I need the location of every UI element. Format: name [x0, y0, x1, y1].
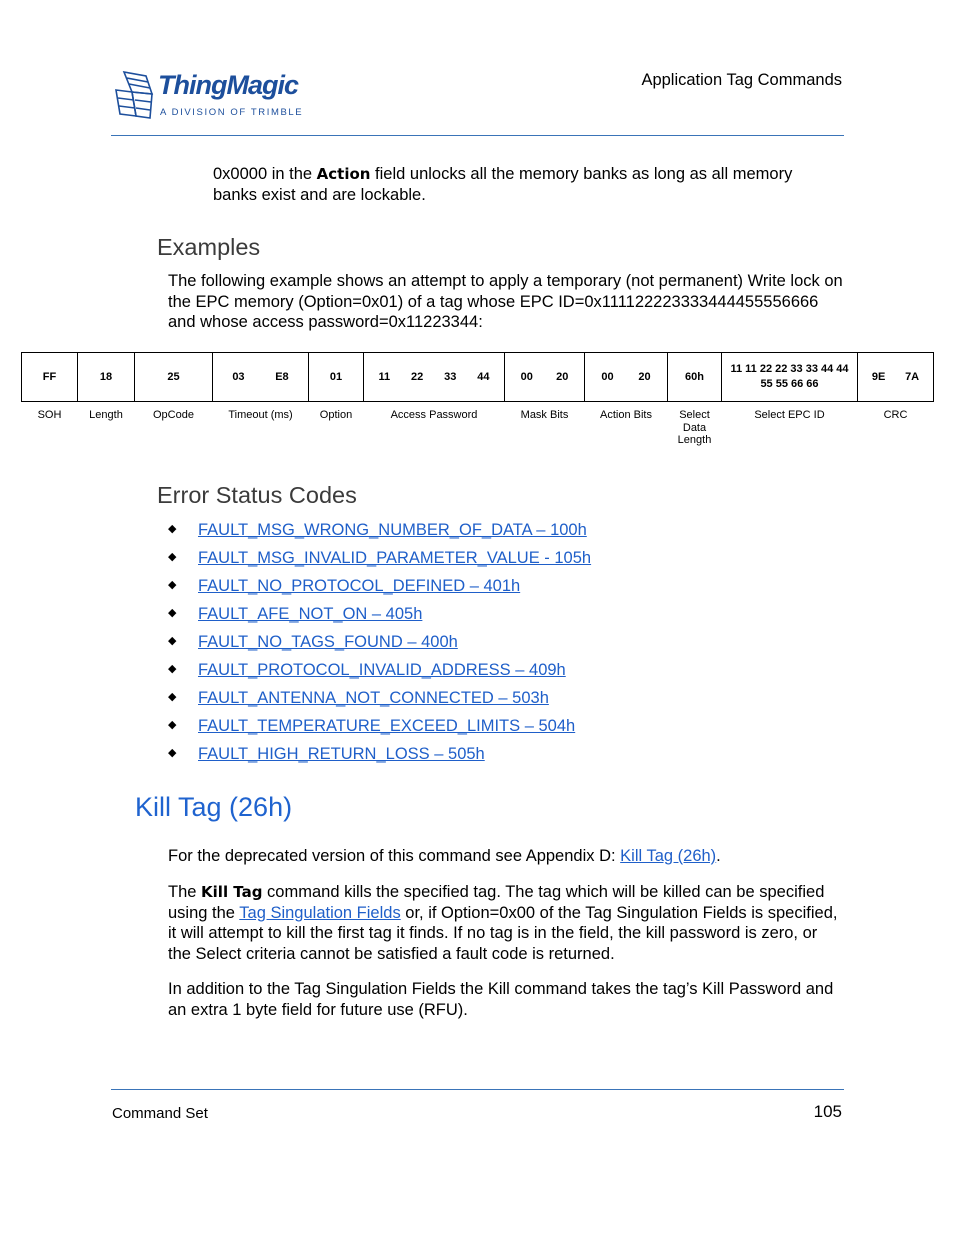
kill-description-paragraph	[168, 882, 844, 964]
header-rule	[111, 135, 844, 136]
value-byte: FF	[42, 371, 57, 383]
list-item	[168, 631, 591, 659]
fault-link[interactable]: FAULT_PROTOCOL_INVALID_ADDRESS – 409h	[198, 661, 566, 679]
kill-p1-end: .	[716, 847, 721, 865]
label-access-password: Access Password	[390, 409, 478, 421]
kill-p1-text: For the deprecated version of this command see Appendix D:	[168, 847, 621, 865]
fault-link[interactable]: FAULT_AFE_NOT_ON – 405h	[198, 605, 423, 623]
tag-singulation-fields-link[interactable]: Tag Singulation Fields	[239, 903, 401, 922]
cell-opcode	[135, 353, 213, 402]
list-item	[168, 547, 591, 575]
cell-soh	[22, 353, 78, 402]
fault-link[interactable]: FAULT_NO_PROTOCOL_DEFINED – 401h	[198, 577, 521, 595]
label-mask-bits: Mask Bits	[520, 409, 569, 421]
value-byte: 11	[378, 371, 391, 383]
kill-password-paragraph: In addition to the Tag Singulation Fields the Kill command takes the tag’s Kill Password and an extra 1 byte field for future use (RFU).	[168, 980, 834, 1019]
diamond-bullet-icon: ◆	[168, 747, 177, 759]
label-select-epc-id: Select EPC ID	[754, 409, 825, 421]
value-byte: 20	[638, 371, 651, 383]
logo-cube-icon	[112, 68, 158, 124]
cell-option	[309, 353, 364, 402]
diamond-bullet-icon: ◆	[168, 691, 177, 703]
fault-link[interactable]: FAULT_ANTENNA_NOT_CONNECTED – 503h	[198, 689, 549, 707]
footer-rule	[111, 1089, 844, 1090]
diamond-bullet-icon: ◆	[168, 635, 177, 647]
value-byte: E8	[275, 371, 289, 383]
kill-p2-bold: Kill Tag	[201, 883, 263, 901]
label-soh: SOH	[37, 409, 62, 421]
fault-link[interactable]: FAULT_TEMPERATURE_EXCEED_LIMITS – 504h	[198, 717, 576, 735]
footer-title: Command Set	[112, 1105, 208, 1122]
value-byte: 60h	[685, 371, 704, 383]
label-option: Option	[319, 409, 353, 421]
value-byte: 18	[99, 371, 113, 383]
kill-tag-heading: Kill Tag (26h)	[135, 792, 293, 822]
cell-mask-bits	[505, 353, 585, 402]
value-byte: 00	[520, 371, 533, 383]
cell-access-password	[364, 353, 505, 402]
list-item	[168, 659, 591, 687]
intro-bold-action: Action	[316, 165, 371, 183]
thingmagic-logo	[112, 68, 312, 124]
error-codes-list	[168, 519, 591, 771]
kill-p2-text-a: The	[168, 883, 202, 901]
value-byte: 03	[232, 371, 245, 383]
running-header: Application Tag Commands	[641, 71, 842, 89]
kill-tag-appendix-link[interactable]: Kill Tag (26h)	[620, 847, 717, 865]
label-length: Length	[89, 409, 123, 421]
kill-p2-text-b: command kills the specified tag. The tag which will be killed can be specified using the	[168, 883, 825, 922]
diamond-bullet-icon: ◆	[168, 551, 177, 563]
intro-text-end: field unlocks all the memory banks as long as all memory banks exist and are lockable.	[213, 165, 793, 204]
value-bytes: 11 11 22 22 33 33 44 44 55 55 66 66	[730, 363, 849, 390]
cell-timeout	[213, 353, 309, 402]
examples-paragraph: The following example shows an attempt to apply a temporary (not permanent) Write lock on the EPC memory (Option=0x01) of a tag whose EPC ID=0x111122223333444455556666 and whose access password=0x11223344:	[168, 272, 843, 331]
fault-link[interactable]: FAULT_NO_TAGS_FOUND – 400h	[198, 633, 458, 651]
diamond-bullet-icon: ◆	[168, 579, 177, 591]
fault-link[interactable]: FAULT_HIGH_RETURN_LOSS – 505h	[198, 745, 485, 763]
label-select-data-length: Select Data Length	[677, 409, 712, 446]
list-item	[168, 519, 591, 547]
diamond-bullet-icon: ◆	[168, 663, 177, 675]
diamond-bullet-icon: ◆	[168, 719, 177, 731]
list-item	[168, 575, 591, 603]
list-item	[168, 687, 591, 715]
value-byte: 33	[444, 371, 457, 383]
fault-link[interactable]: FAULT_MSG_WRONG_NUMBER_OF_DATA – 100h	[198, 521, 587, 539]
page-number: 105	[813, 1102, 842, 1121]
error-codes-heading: Error Status Codes	[157, 482, 357, 508]
value-byte: 25	[167, 371, 180, 383]
value-byte: 22	[410, 371, 424, 383]
list-item	[168, 743, 591, 771]
cell-length	[78, 353, 135, 402]
value-byte: 20	[556, 371, 569, 383]
intro-text-start: 0x0000 in the	[213, 165, 317, 183]
logo-wordmark: ThingMagic	[158, 70, 298, 100]
value-byte: 01	[329, 371, 343, 383]
value-byte: 44	[477, 371, 490, 383]
value-byte: 00	[601, 371, 614, 383]
cell-action-bits	[585, 353, 668, 402]
list-item	[168, 603, 591, 631]
diamond-bullet-icon: ◆	[168, 607, 177, 619]
label-action-bits: Action Bits	[600, 409, 652, 421]
value-byte: 7A	[905, 371, 920, 383]
list-item	[168, 715, 591, 743]
label-timeout: Timeout (ms)	[228, 409, 293, 421]
command-table	[21, 352, 934, 448]
cell-select-data-length	[668, 353, 722, 402]
fault-link[interactable]: FAULT_MSG_INVALID_PARAMETER_VALUE - 105h	[198, 549, 592, 567]
kill-deprecated-paragraph	[168, 846, 844, 867]
label-opcode: OpCode	[153, 409, 194, 421]
cell-crc	[858, 353, 934, 402]
kill-p2-text-c: or, if Option=0x00 of the Tag Singulation Fields is specified, it will attempt to kill the first tag it finds. If no tag is in the field, the kill password is zero, or the Select criteria cannot be satisfied a fault code is returned.	[168, 903, 838, 963]
logo-tagline: A DIVISION OF TRIMBLE	[160, 107, 304, 118]
diamond-bullet-icon: ◆	[168, 523, 177, 535]
cell-select-epc-id	[722, 353, 858, 402]
command-labels-row	[22, 402, 934, 448]
intro-paragraph	[213, 164, 813, 205]
command-values-row	[22, 353, 934, 402]
label-crc: CRC	[883, 409, 908, 421]
value-byte: 9E	[871, 371, 886, 383]
examples-heading: Examples	[157, 234, 261, 260]
